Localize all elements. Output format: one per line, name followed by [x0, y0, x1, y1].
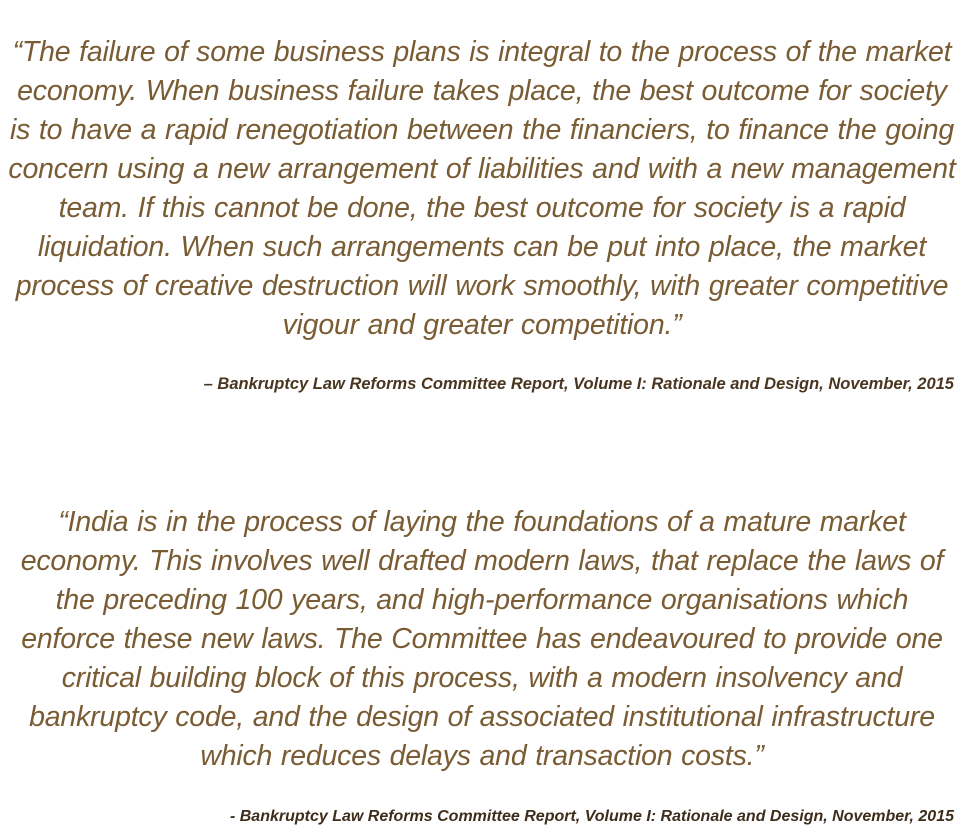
quote-attribution-2: - Bankruptcy Law Reforms Committee Report, Volume I: Rationale and Design, November, 2015 [229, 807, 954, 825]
quote-attribution-1: – Bankruptcy Law Reforms Committee Report, Volume I: Rationale and Design, November, 2015 [203, 375, 954, 393]
quote-block-2 [0, 503, 964, 828]
quote-text-1: “The failure of some business plans is integral to the process of the market economy. When business failure takes place, the best outcome for society is to have a rapid renegotiation between the financiers, to finance the going concern using a new arrangement of liabilities and with a new management team. If this cannot be done, the best outcome for society is a rapid liquidation. When such arrangements can be put into place, the market process of creative destruction will work smoothly, with greater competitive vigour and greater competition.” [8, 35, 956, 341]
quote-block-1 [0, 0, 964, 396]
quote-text-2: “India is in the process of laying the foundations of a mature market economy. This involves well drafted modern laws, that replace the laws of the preceding 100 years, and high-performance organisations which enforce these new laws. The Committee has endeavoured to provide one critical building block of this process, with a modern insolvency and bankruptcy code, and the design of associated institutional infrastructure which reduces delays and transaction costs.” [20, 506, 944, 772]
section-spacer [0, 413, 964, 475]
